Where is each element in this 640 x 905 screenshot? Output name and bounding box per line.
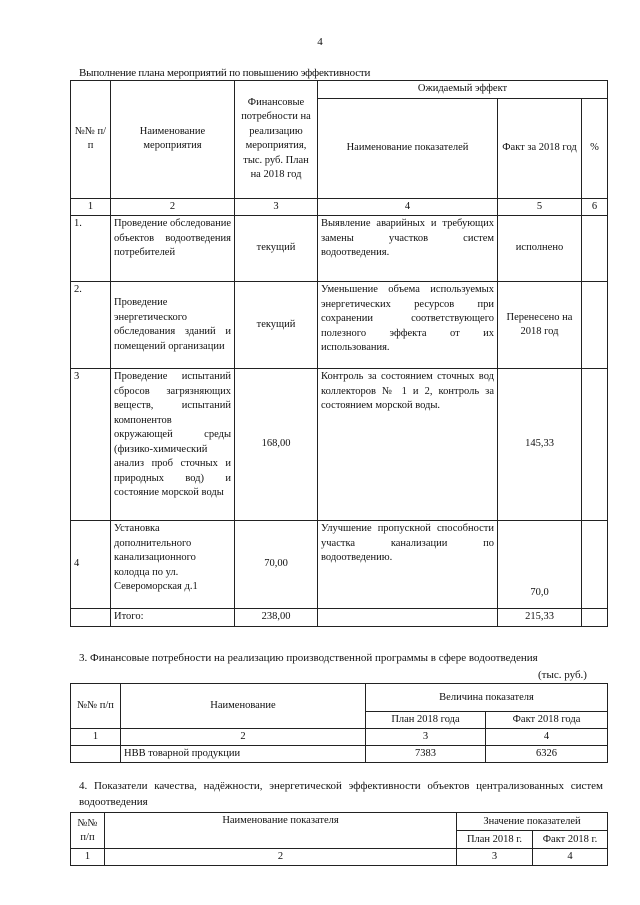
header-fact: Факт за 2018 год bbox=[498, 98, 582, 198]
row-num: 3 bbox=[71, 369, 111, 521]
header-finance: Финансовые потребности на реализацию мероприятия, тыс. руб. План на 2018 год bbox=[235, 81, 318, 199]
table-row bbox=[71, 282, 608, 369]
section3-unit: (тыс. руб.) bbox=[538, 669, 587, 681]
table-row bbox=[71, 521, 608, 609]
row-plan: 168,00 bbox=[235, 369, 318, 521]
row-name: Проведение испытаний сбросов загрязняющих веществ, испытаний компонентов окружающей среды (физико-химический анализ проб сточных и природных вод) и состояние морской воды bbox=[111, 369, 235, 521]
header-percent: % bbox=[582, 98, 608, 198]
col-number: 1 bbox=[71, 198, 111, 216]
col-number: 5 bbox=[498, 198, 582, 216]
row-percent bbox=[582, 282, 608, 369]
row-fact: 145,33 bbox=[498, 369, 582, 521]
total-plan: 238,00 bbox=[235, 609, 318, 627]
row-plan: текущий bbox=[235, 282, 318, 369]
col-number: 1 bbox=[71, 849, 105, 866]
header-name: Наименование показателя bbox=[105, 813, 457, 849]
table-row bbox=[71, 369, 608, 521]
header-indicator: Наименование показателей bbox=[318, 98, 498, 198]
section4-title: 4. Показатели качества, надёжности, энергетической эффективности объектов централизованных систем водоотведения bbox=[79, 780, 603, 808]
total-row bbox=[71, 609, 608, 627]
col-number: 2 bbox=[121, 729, 366, 746]
header-num: №№ п/п bbox=[71, 81, 111, 199]
row-plan: 7383 bbox=[366, 746, 486, 763]
financial-needs-table bbox=[70, 683, 608, 763]
row-percent bbox=[582, 216, 608, 282]
row-indicator: Улучшение пропускной способности участка канализации по водоотведению. bbox=[318, 521, 498, 609]
header-value: Величина показателя bbox=[366, 684, 608, 712]
row-name: Установка дополнительного канализационного колодца по ул. Североморская д.1 bbox=[111, 521, 235, 609]
row-plan: текущий bbox=[235, 216, 318, 282]
row-num: 4 bbox=[71, 521, 111, 609]
page-number: 4 bbox=[317, 36, 323, 48]
row-fact: исполнено bbox=[498, 216, 582, 282]
header-fact: Факт 2018 г. bbox=[533, 831, 608, 849]
row-indicator: Уменьшение объема используемых энергетических ресурсов при сохранении соответствующего полезного эффекта от их использования. bbox=[318, 282, 498, 369]
section3-title: 3. Финансовые потребности на реализацию производственной программы в сфере водоотведения bbox=[79, 652, 538, 664]
col-number: 4 bbox=[318, 198, 498, 216]
col-number: 2 bbox=[105, 849, 457, 866]
col-number: 3 bbox=[457, 849, 533, 866]
total-label: Итого: bbox=[111, 609, 235, 627]
header-num: №№ п/п bbox=[71, 684, 121, 729]
total-fact: 215,33 bbox=[498, 609, 582, 627]
quality-indicators-table bbox=[70, 812, 608, 866]
row-fact: Перенесено на 2018 год bbox=[498, 282, 582, 369]
col-number: 2 bbox=[111, 198, 235, 216]
row-indicator: Контроль за состоянием сточных вод коллекторов № 1 и 2, контроль за состоянием морской воды. bbox=[318, 369, 498, 521]
header-num: №№ п/п bbox=[71, 813, 105, 849]
row-num: 1. bbox=[71, 216, 111, 282]
row-fact: 70,0 bbox=[498, 521, 582, 609]
row-num: 2. bbox=[71, 282, 111, 369]
header-value: Значение показателей bbox=[457, 813, 608, 831]
row-percent bbox=[582, 521, 608, 609]
col-number: 4 bbox=[533, 849, 608, 866]
row-fact: 6326 bbox=[486, 746, 608, 763]
header-plan: План 2018 года bbox=[366, 712, 486, 729]
header-name: Наименование bbox=[121, 684, 366, 729]
col-number: 4 bbox=[486, 729, 608, 746]
col-number: 3 bbox=[366, 729, 486, 746]
col-number: 3 bbox=[235, 198, 318, 216]
table1-title: Выполнение плана мероприятий по повышению эффективности bbox=[79, 67, 371, 79]
efficiency-plan-table bbox=[70, 80, 608, 627]
header-plan: План 2018 г. bbox=[457, 831, 533, 849]
table-row bbox=[71, 746, 608, 763]
header-fact: Факт 2018 года bbox=[486, 712, 608, 729]
row-plan: 70,00 bbox=[235, 521, 318, 609]
row-name: Проведение энергетического обследования зданий и помещений организации bbox=[111, 282, 235, 369]
row-name: Проведение обследование объектов водоотведения потребителей bbox=[111, 216, 235, 282]
row-percent bbox=[582, 369, 608, 521]
table-row bbox=[71, 216, 608, 282]
col-number: 1 bbox=[71, 729, 121, 746]
header-effect: Ожидаемый эффект bbox=[318, 81, 608, 99]
row-indicator: Выявление аварийных и требующих замены участков систем водоотведения. bbox=[318, 216, 498, 282]
row-name: НВВ товарной продукции bbox=[121, 746, 366, 763]
header-name: Наименование мероприятия bbox=[111, 81, 235, 199]
row-num bbox=[71, 746, 121, 763]
col-number: 6 bbox=[582, 198, 608, 216]
